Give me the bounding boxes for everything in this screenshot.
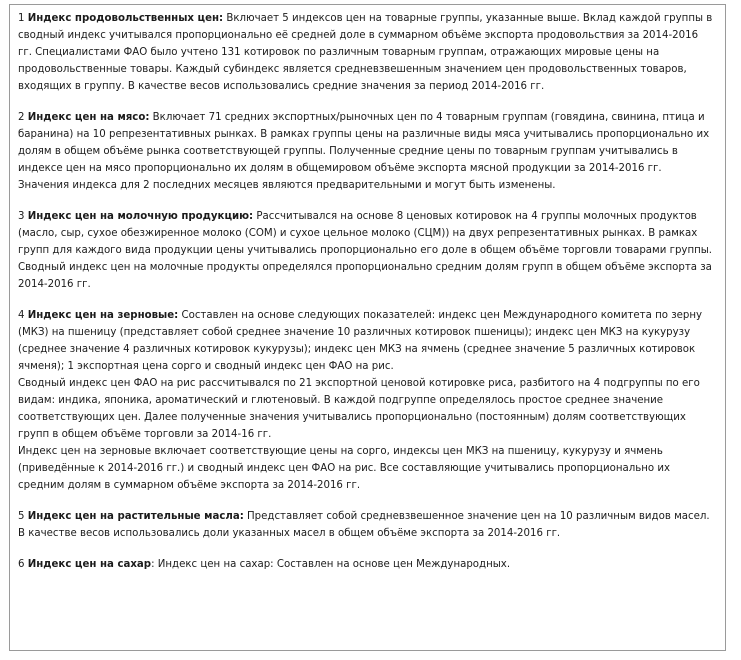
- note-number: 4: [18, 310, 25, 321]
- note-number: 6: [18, 559, 25, 570]
- note-number: 2: [18, 112, 25, 123]
- note-title: Индекс цен на зерновые:: [27, 310, 179, 321]
- note-title: Индекс продовольственных цен:: [27, 13, 224, 24]
- note-title: Индекс цен на молочную продукцию:: [27, 211, 254, 222]
- note-cereals-price-index: [18, 307, 713, 494]
- note-sugar-price-index: [18, 556, 713, 573]
- note-text: : Индекс цен на сахар: Составлен на основе цен Международных.: [151, 559, 511, 570]
- note-text: Рассчитывался на основе 8 ценовых котировок на 4 группы молочных продуктов (масло, сыр, сухое обезжиренное молоко (СОМ) и сухое цельное молоко (СЦМ)) на двух репрезентативных рынках. В рамках групп для каждого вида продукции цены учитывались пропорционально его доле в общем объёме торговли товарами группы. Сводный индекс цен на молочные продукты определялся пропорционально средним долям групп в общем объёме экспорта за 2014-2016 гг.: [18, 211, 713, 290]
- note-title: Индекс цен на сахар: [27, 559, 152, 570]
- note-vegetable-oil-price-index: [18, 508, 713, 542]
- note-title: Индекс цен на мясо:: [27, 112, 150, 123]
- note-dairy-price-index: [18, 208, 713, 293]
- note-text: Включает 71 средних экспортных/рыночных цен по 4 товарным группам (говядина, свинина, птица и баранина) на 10 репрезентативных рынках. В рамках группы цены на различные виды мяса учитывались пропорционально их долям в общем объёме рынка соответствующей группы. Полученные средние цены по товарным группам учитывались в индексе цен на мясо пропорционально их долям в общемировом объёме экспорта мясной продукции за 2014-2016 гг. Значения индекса для 2 последних месяцев являются предварительными и могут быть изменены.: [18, 112, 710, 191]
- note-title: Индекс цен на растительные масла:: [27, 511, 244, 522]
- note-number: 3: [18, 211, 25, 222]
- note-text: Включает 5 индексов цен на товарные группы, указанные выше. Вклад каждой группы в сводный индекс учитывался пропорционально её средней доле в суммарном объёме экспорта продовольствия за 2014-2016 гг. Специалистами ФАО было учтено 131 котировок по различным товарным группам, отражающих мировые цены на продовольственные товары. Каждый субиндекс является средневзвешенным значением цен продовольственных товаров, входящих в группу. В качестве весов использовались средние значения за период 2014-2016 гг.: [18, 13, 713, 92]
- note-food-price-index: [18, 10, 713, 95]
- notes-panel: [9, 4, 726, 651]
- note-number: 5: [18, 511, 25, 522]
- note-text: Представляет собой средневзвешенное значение цен на 10 различным видов масел. В качестве весов использовались доли указанных масел в общем объёме экспорта за 2014-2016 гг.: [18, 511, 710, 539]
- note-text: Составлен на основе следующих показателей: индекс цен Международного комитета по зерну (МКЗ) на пшеницу (представляет собой среднее значение 10 различных котировок пшеницы); индекс цен МКЗ на кукурузу (среднее значение 4 различных котировок кукурузы); индекс цен МКЗ на ячмень (среднее значение 5 различных котировок ячменя); 1 экспортная цена сорго и сводный индекс цен ФАО на рис. Сводный индекс цен ФАО на рис рассчитывался по 21 экспортной ценовой котировке риса, разбитого на 4 подгруппы по его видам: индика, японика, ароматический и глютеновый. В каждой подгруппе определялось простое среднее значение соответствующих цен. Далее полученные значения учитывались пропорционально (постоянным) долям соответствующих групп в общем объёме торговли за 2014-16 гг. Индекс цен на зерновые включает соответствующие цены на сорго, индексы цен МКЗ на пшеницу, кукурузу и ячмень (приведённые к 2014-2016 гг.) и сводный индекс цен ФАО на рис. Все составляющие учитывались пропорционально их средним долям в суммарном объёме экспорта за 2014-2016 гг.: [18, 310, 703, 491]
- note-meat-price-index: [18, 109, 713, 194]
- note-number: 1: [18, 13, 25, 24]
